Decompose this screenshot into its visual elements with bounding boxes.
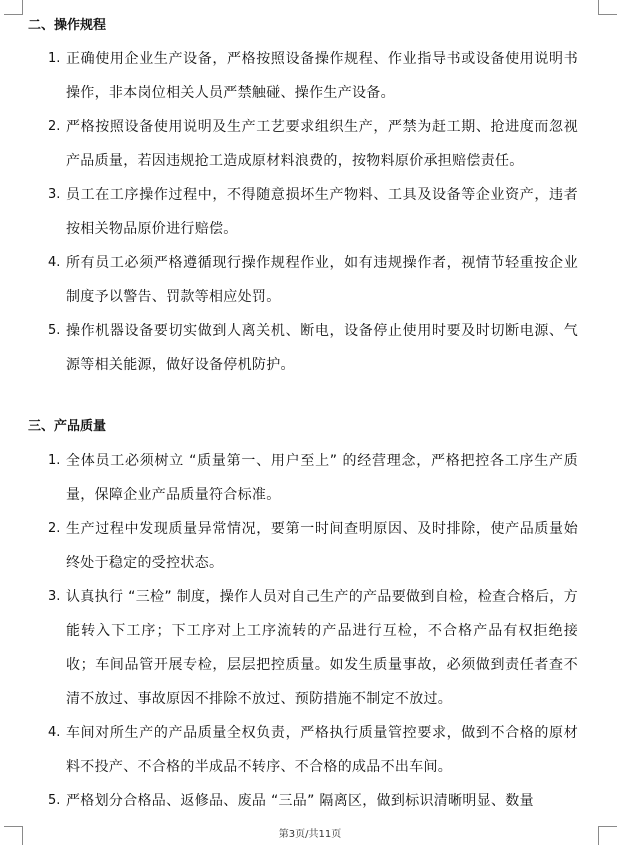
section-heading-operating-procedures: 二、操作规程: [28, 18, 107, 33]
item-number: 2.: [48, 119, 61, 134]
item-text: 严格划分合格品、返修品、废品 “三品” 隔离区，做到标识清晰明显、数量: [66, 793, 534, 809]
item-text: 车间对所生产的产品质量全权负责，严格执行质量管控要求，做到不合格的原材料不投产、不合格的半成品不转序、不合格的成品不出车间。: [66, 725, 578, 775]
list-item: [48, 580, 578, 716]
list-item: [48, 444, 578, 512]
item-number: 5.: [48, 323, 61, 338]
item-number: 3.: [48, 187, 61, 202]
page-corner-mark-top-left: [4, 0, 23, 15]
list-item: [48, 178, 578, 246]
list-item: [48, 784, 578, 818]
list-item: [48, 314, 578, 382]
item-text: 认真执行 “三检” 制度，操作人员对自己生产的产品要做到自检，检查合格后，方能转入下工序；下工序对上工序流转的产品进行互检，不合格产品有权拒绝接收；车间品管开展专检，层层把控质量。如发生质量事故，必须做到责任者查不清不放过、事故原因不排除不放过、预防措施不制定不放过。: [66, 589, 578, 707]
item-text: 正确使用企业生产设备，严格按照设备操作规程、作业指导书或设备使用说明书操作，非本岗位相关人员严禁触碰、操作生产设备。: [66, 51, 578, 101]
section-heading-product-quality: 三、产品质量: [28, 419, 107, 434]
operating-procedures-list: [48, 42, 578, 382]
page-number-footer: 第3页/共11页: [278, 829, 342, 840]
list-item: [48, 110, 578, 178]
item-text: 员工在工序操作过程中，不得随意损坏生产物料、工具及设备等企业资产，违者按相关物品原价进行赔偿。: [66, 187, 578, 237]
item-number: 5.: [48, 793, 61, 808]
list-item: [48, 716, 578, 784]
item-text: 操作机器设备要切实做到人离关机、断电，设备停止使用时要及时切断电源、气源等相关能源，做好设备停机防护。: [66, 323, 578, 373]
item-text: 生产过程中发现质量异常情况，要第一时间查明原因、及时排除，使产品质量始终处于稳定的受控状态。: [66, 521, 578, 571]
list-item: [48, 42, 578, 110]
list-item: [48, 246, 578, 314]
item-number: 2.: [48, 521, 61, 536]
item-number: 3.: [48, 589, 61, 604]
item-number: 1.: [48, 453, 61, 468]
page-corner-mark-top-right: [598, 0, 617, 15]
item-number: 4.: [48, 255, 61, 270]
item-text: 全体员工必须树立 “质量第一、用户至上” 的经营理念，严格把控各工序生产质量，保障企业产品质量符合标准。: [66, 453, 578, 503]
list-item: [48, 512, 578, 580]
item-text: 所有员工必须严格遵循现行操作规程作业，如有违规操作者，视情节轻重按企业制度予以警告、罚款等相应处罚。: [66, 255, 578, 305]
product-quality-list: [48, 444, 578, 818]
item-text: 严格按照设备使用说明及生产工艺要求组织生产，严禁为赶工期、抢进度而忽视产品质量，若因违规抢工造成原材料浪费的，按物料原价承担赔偿责任。: [66, 119, 578, 169]
item-number: 1.: [48, 51, 61, 66]
item-number: 4.: [48, 725, 61, 740]
